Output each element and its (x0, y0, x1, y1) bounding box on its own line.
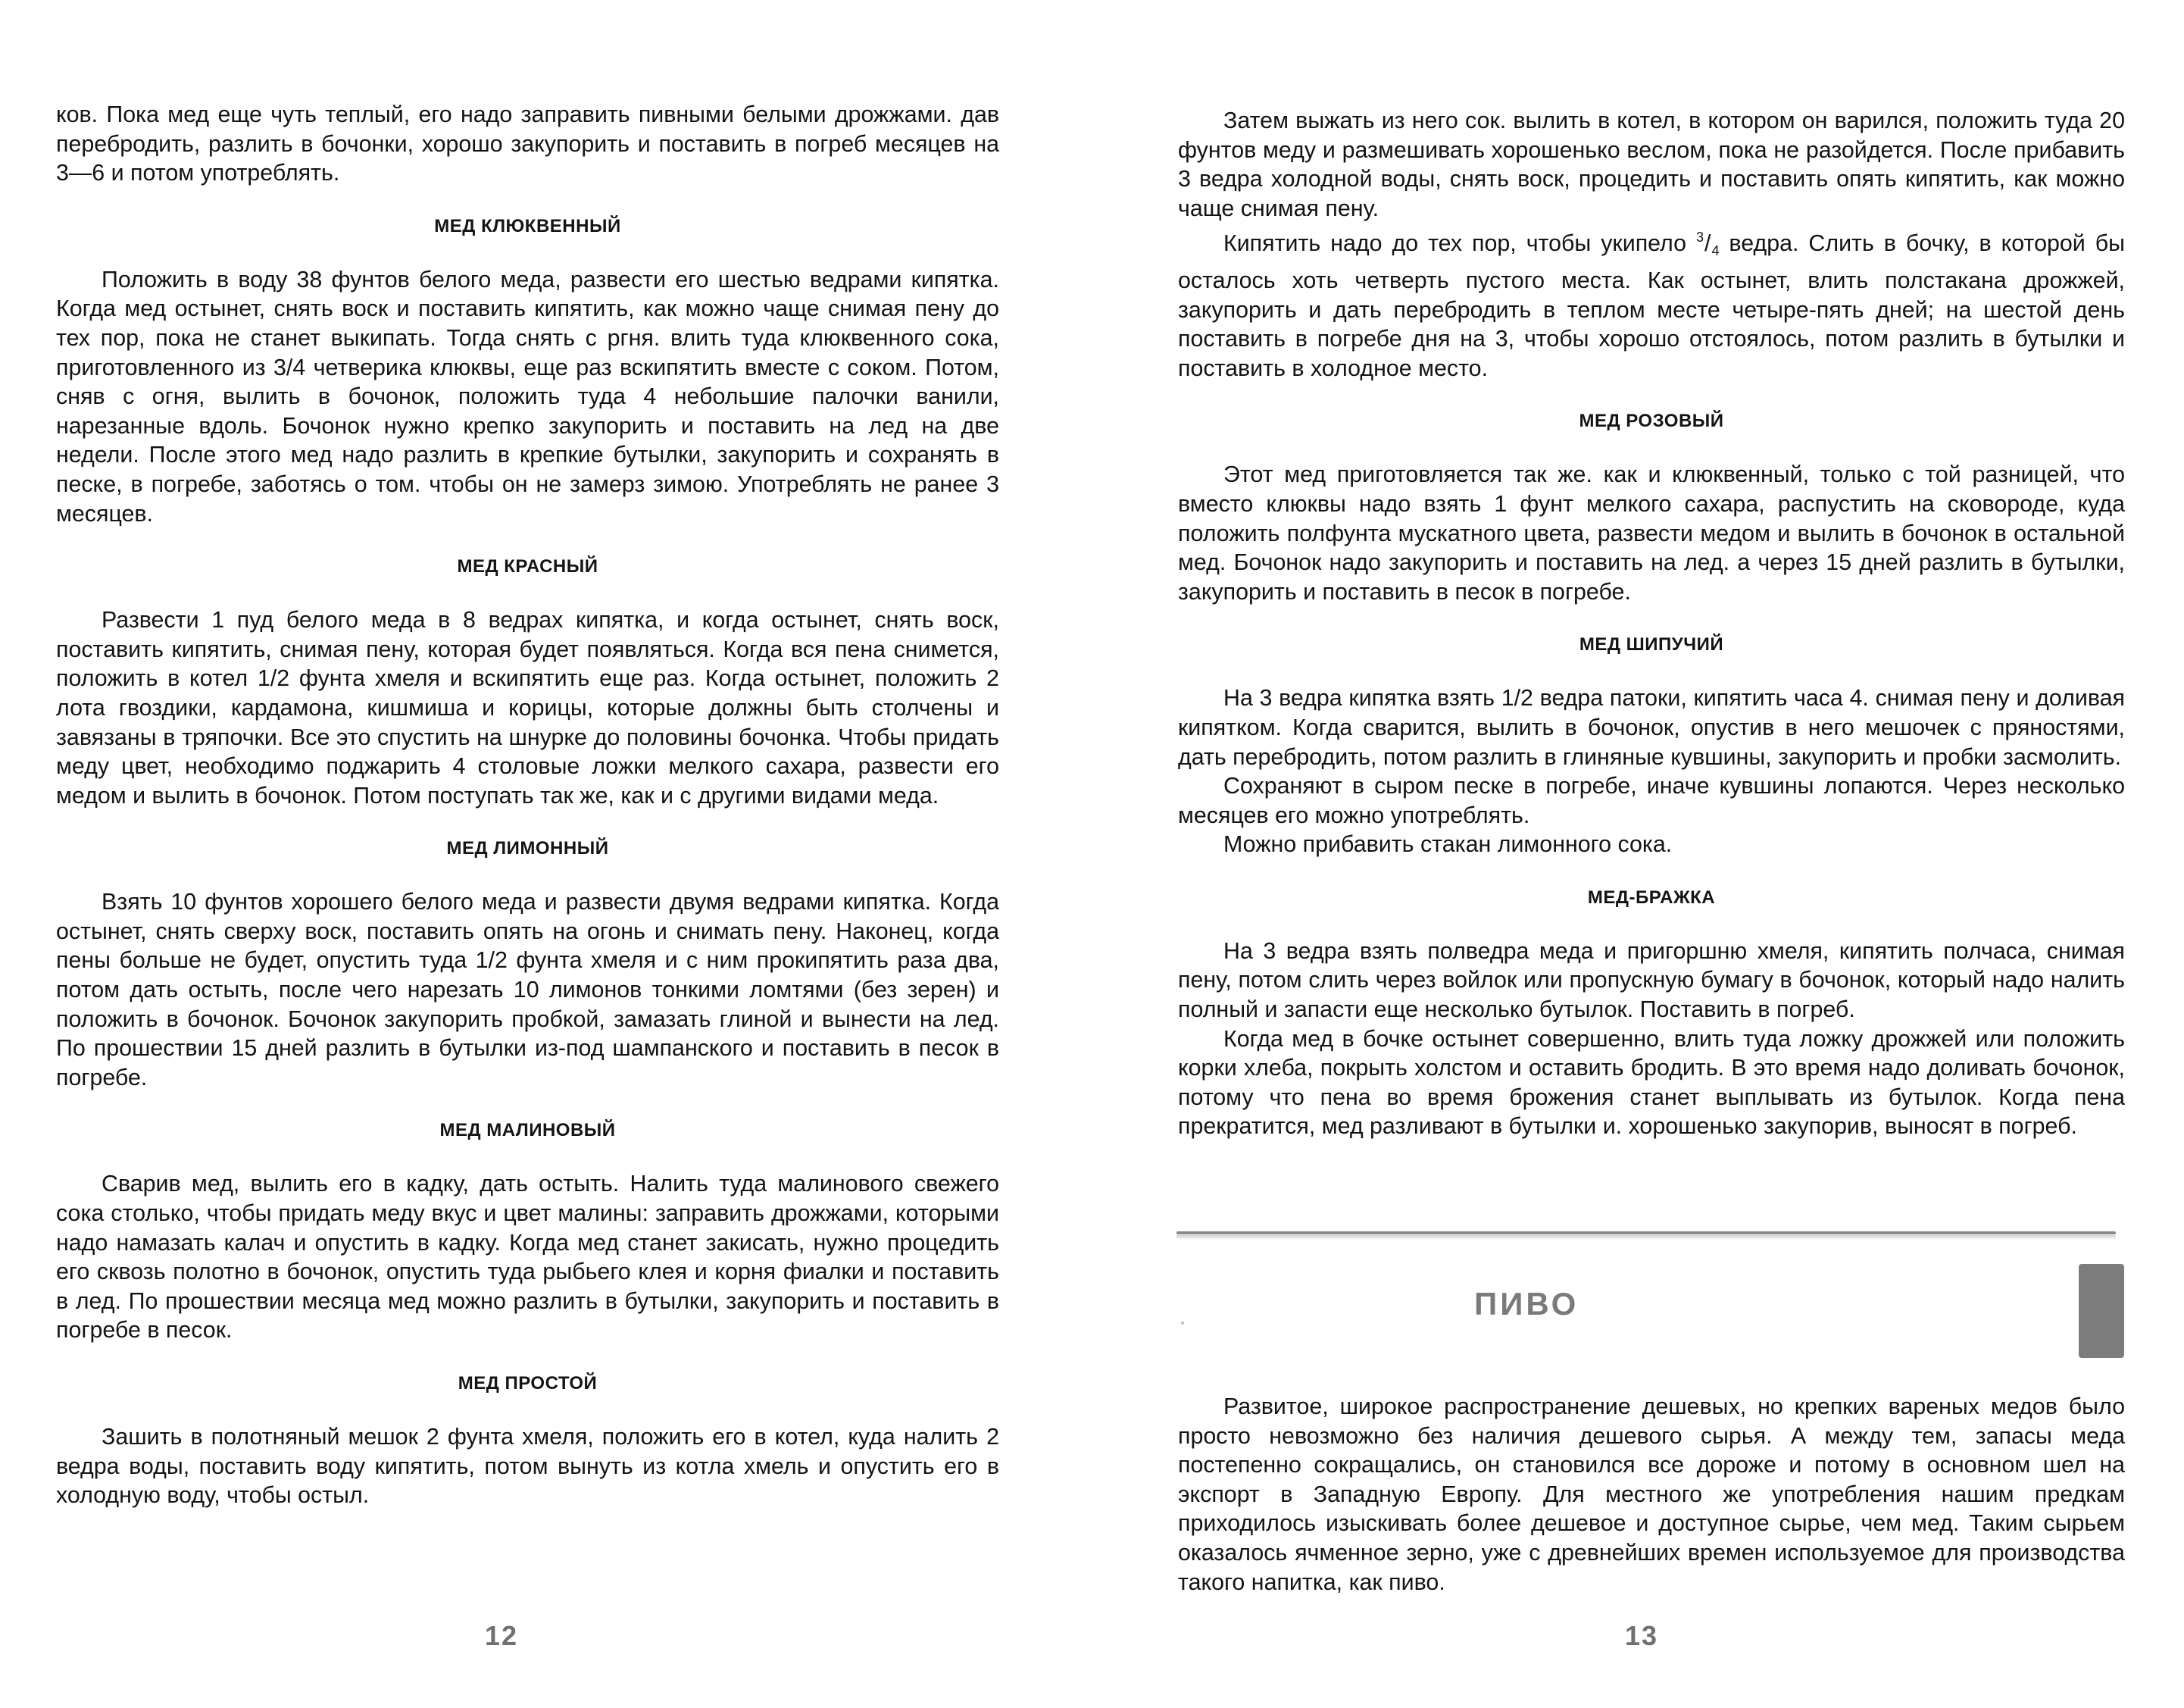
continued-paragraph: Затем выжать из него сок. вылить в котел, в котором он варился, положить туда 20 фунтов меду и размешивать хорошенько веслом, пока не разойдется. После прибавить 3 ведра холодной воды, снять воск, процедить и поставить опять кипятить, как можно чаще снимая пену. (1178, 108, 2125, 221)
page-number-right: 13 (1625, 1620, 1659, 1651)
print-speck (1181, 1322, 1184, 1325)
chapter-title: ПИВО (1474, 1286, 1579, 1322)
page-number-left: 12 (485, 1620, 519, 1651)
left-text-column (56, 100, 999, 1510)
chapter-divider-rule (1176, 1231, 2116, 1234)
section-text-lemon: Взять 10 фунтов хорошего белого меда и развести двумя ведрами кипятка. Когда остынет, снять сверху воск, поставить опять на огонь и снимать пену. Наконец, когда пены больше не будет, опустить туда 1/2 фунта хмеля и с ним прокипятить раза два, потом дать остыть, после чего нарезать 10 лимонов тонкими ломтями (без зерен) и положить в бочонок. Бочонок закупорить пробкой, замазать глиной и вынести на лед. По прошествии 15 дней разлить в бутылки из-под шампанского и поставить в песок в погребе. (56, 889, 999, 1090)
section-heading-cranberry: МЕД КЛЮКВЕННЫЙ (434, 215, 621, 236)
right-text-column (1178, 106, 2125, 1141)
section-text-raspberry: Сварив мед, вылить его в кадку, дать остыть. Налить туда малинового свежего сока столько, чтобы придать меду вкус и цвет малины: заправить дрожжами, которыми надо намазать калач и опустить в кадку. Когда мед станет закисать, нужно процедить его сквозь полотно в бочонок, опустить туда рыбьего клея и корня фиалки и поставить в лед. По прошествии месяца мед можно разлить в бутылки, закупорить и поставить в погребе в песок. (56, 1171, 999, 1344)
section-text-red: Развести 1 пуд белого меда в 8 ведрах кипятка, и когда остынет, снять воск, поставить кипятить, снимая пену, которая будет появляться. Когда вся пена снимется, положить в котел 1/2 фунта хмеля и вскипятить еще раз. Когда остынет, положить 2 лота гвоздики, кардамона, кишмиша и корицы, которые должны быть столчены и завязаны в тряпочки. Все это спустить на шнурке до половины бочонка. Чтобы придать меду цвет, необходимо поджарить 4 столовые ложки мелкого сахара, развести его медом и вылить в бочонок. Потом поступать так же, как и с другими видами меда. (56, 607, 999, 809)
section-heading-rose: МЕД РОЗОВЫЙ (1579, 411, 1724, 432)
chapter-intro-text: Развитое, широкое распространение дешевых, но крепких вареных медов было просто невозможно без наличия дешевого сырья. А между тем, запасы меда постепенно сокращались, он становился все дороже и потому в основном шел на экспорт в Западную Европу. Для местного же употребления нашим предкам приходилось изыскивать более дешевое и доступное сырье, чем мед. Таким сырьем оказалось ячменное зерно, уже с древнейших времен используемое для производства такого напитка, как пиво. (1178, 1394, 2125, 1595)
fraction-slash: / (1704, 230, 1711, 257)
section-heading-lemon: МЕД ЛИМОННЫЙ (446, 838, 609, 859)
section-text-fizzy-2: Сохраняют в сыром песке в погребе, иначе кувшины лопаются. Через несколько месяцев его можно употреблять. (1178, 773, 2125, 828)
chapter-divider-shadow (1176, 1235, 2116, 1240)
section-text-brew-1: На 3 ведра взять полведра меда и пригоршню хмеля, кипятить полчаса, снимая пену, потом слить через войлок или пропускную бумагу в бочонок, который надо налить полный и запасти еще несколько бутылок. Поставить в погреб. (1178, 937, 2125, 1023)
boiling-text-after: ведра. Слить в бочку, в которой бы осталось хоть четверть пустого места. Как остынет, влить полстакана дрожжей, закупорить и дать перебродить в теплом месте четыре-пять дней; на шестой день поставить в погребе дня на 3, чтобы хорошо отстоялось, потом разлить в бутылки и поставить в холодное место. (1178, 230, 2125, 381)
section-text-rose: Этот мед приготовляется так же. как и клюквенный, только с той разницей, что вместо клюквы надо взять 1 фунт мелкого сахара, распустить на сковороде, куда положить полфунта мускатного цвета, развести медом и вылить в бочонок в остальной мед. Бочонок надо закупорить и поставить на лед. а через 15 дней разлить в бутылки, закупорить и поставить в песок в погребе. (1178, 461, 2125, 605)
section-heading-red: МЕД КРАСНЫЙ (457, 556, 598, 577)
fraction-numerator: 3 (1695, 230, 1704, 246)
section-heading-simple: МЕД ПРОСТОЙ (458, 1373, 598, 1394)
chapter-thumb-tab (2079, 1264, 2124, 1358)
boiling-text-before: Кипятить надо до тех пор, чтобы укипело (1223, 230, 1696, 257)
right-page (1092, 0, 2184, 1708)
section-heading-brew: МЕД-БРАЖКА (1587, 887, 1716, 908)
boiling-paragraph (1178, 223, 2125, 383)
section-text-fizzy-3: Можно прибавить стакан лимонного сока. (1223, 831, 1673, 858)
fraction-denominator: 4 (1711, 243, 1720, 259)
intro-paragraph: ков. Пока мед еще чуть теплый, его надо заправить пивными белыми дрожжами. дав перебродить, разлить в бочонки, хорошо закупорить и поставить в погреб месяцев на 3—6 и потом употреблять. (56, 102, 999, 186)
section-text-fizzy-1: На 3 ведра кипятка взять 1/2 ведра патоки, кипятить часа 4. снимая пену и доливая кипятком. Когда сварится, вылить в бочонок, опустив в него мешочек с пряностями, дать перебродить, потом разлить в глиняные кувшины, закупорить и пробки засмолить. (1178, 685, 2125, 770)
section-text-simple: Зашить в полотняный мешок 2 фунта хмеля, положить его в котел, куда налить 2 ведра воды, поставить воду кипятить, потом вынуть из котла хмель и опустить его в холодную воду, чтобы остыл. (56, 1424, 999, 1509)
chapter-intro (1178, 1392, 2125, 1597)
section-text-cranberry: Положить в воду 38 фунтов белого меда, развести его шестью ведрами кипятка. Когда мед остынет, снять воск и поставить кипятить, как можно чаще снимая пену до тех пор, пока не станет выкипать. Тогда снять с ргня. влить туда клюквенного сока, приготовленного из 3/4 четверика клюквы, еще раз вскипятить вместе с соком. Потом, сняв с огня, вылить в бочонок, положить туда 4 небольшие палочки ванили, нарезанные вдоль. Бочонок нужно крепко закупорить и поставить на лед на две недели. После этого мед надо разлить в крепкие бутылки, закупорить и сохранять в песке, в погребе, заботясь о том. чтобы он не замерз зимою. Употреблять не ранее 3 месяцев. (56, 266, 999, 527)
section-text-brew-2: Когда мед в бочке остынет совершенно, влить туда ложку дрожжей или положить корки хлеба, покрыть холстом и оставить бродить. В это время надо доливать бочонок, потому что пена во время брожения станет выплывать из бутылок. Когда пена прекратится, мед разливают в бутылки и. хорошенько закупорив, выносят в погреб. (1178, 1025, 2125, 1140)
section-heading-fizzy: МЕД ШИПУЧИЙ (1579, 634, 1724, 655)
section-heading-raspberry: МЕД МАЛИНОВЫЙ (439, 1120, 616, 1141)
